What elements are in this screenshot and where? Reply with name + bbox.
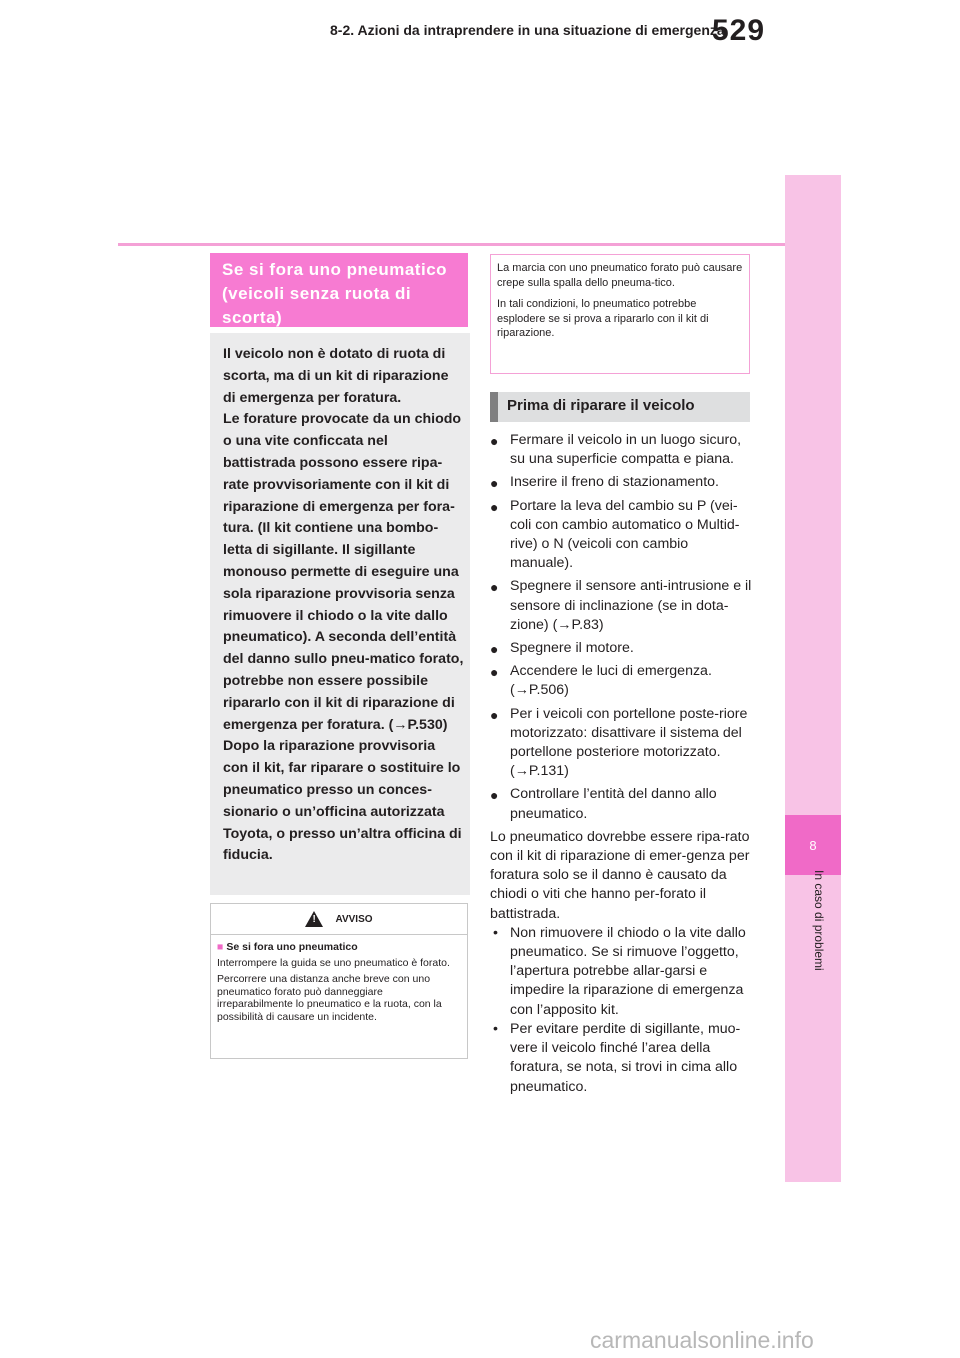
bullet-icon: ● [490, 787, 499, 804]
warning-subheading: ■ Se si fora uno pneumatico [217, 941, 358, 953]
intro-paragraph: Il veicolo non è dotato di ruota di scorta, ma di un kit di riparazione di emergenza per foratura. [223, 346, 449, 406]
side-strip [785, 175, 841, 1182]
bullet-icon: ● [490, 475, 499, 492]
list-item: ● Fermare il veicolo in un luogo sicuro, su una superficie compatta e piana. [490, 432, 742, 468]
square-bullet-icon: ■ [217, 941, 224, 953]
bullet-icon: ● [490, 433, 499, 449]
header-divider [118, 243, 840, 246]
page-number: 529 [712, 14, 766, 47]
intro-paragraph: Le forature provocate da un chiodo o una vite conficcata nel battistrada possono essere ripa-rate provvisoriamente con il kit di riparazione di emergenza per fora-tura. (Il kit contiene una bombo-letta di sigillante. Il sigillante monouso permette di eseguire una sola riparazione provvisoria senza rimuovere il chiodo o la vite dallo pneumatico). A seconda dell’entità del danno sullo pneu-matico forato, potrebbe non essere possibile ripararlo con il kit di riparazione di emergenza per foratura. (→P.530) [223, 411, 464, 733]
caution-box [490, 254, 750, 374]
warning-paragraph: Interrompere la guida se uno pneumatico è forato. [217, 956, 450, 969]
procedure-list [490, 431, 752, 824]
list-item: ● Per i veicoli con portellone poste-riore motorizzato: disattivare il sistema del portellone posteriore motorizzato. (→P.131) [490, 705, 748, 780]
list-item: ● Spegnere il motore. [490, 639, 752, 658]
bullet-icon: ● [490, 641, 499, 658]
caution-paragraph: In tali condizioni, lo pneumatico potrebbe esplodere se si prova a ripararlo con il kit di riparazione. [497, 298, 709, 339]
chapter-number: 8 [809, 837, 817, 853]
watermark: carmanualsonline.info [590, 1327, 814, 1353]
chapter-label: In caso di problemi [812, 870, 826, 971]
list-item: ● Accendere le luci di emergenza. (→P.506) [490, 663, 712, 699]
caution-paragraph: La marcia con uno pneumatico forato può causare crepe sulla spalla dello pneuma-tico. [497, 262, 743, 289]
sub-list [490, 924, 752, 1097]
bullet-icon: ● [490, 579, 499, 596]
intro-paragraph: Dopo la riparazione provvisoria con il kit, far riparare o sostituire lo pneumatico presso un conces-sionario o un’officina autorizzata Toyota, o presso un’altra officina di fiducia. [223, 738, 462, 864]
body-paragraph: Lo pneumatico dovrebbe essere ripa-rato con il kit di riparazione di emer-genza per foratura solo se il danno è causato da chiodi o viti che hanno per-forato il battistrada. [490, 828, 750, 922]
warning-paragraph: Percorrere una distanza anche breve con uno pneumatico forato può danneggiare irreparabilmente lo pneumatico e la ruota, con la possibilità di causare un incidente. [217, 973, 442, 1023]
warning-box [210, 903, 468, 1059]
procedure-content [490, 431, 752, 1097]
list-item: ● Controllare l’entità del danno allo pneumatico. [490, 786, 717, 822]
bullet-icon: ● [490, 664, 499, 681]
bullet-icon: ● [490, 706, 499, 723]
sub-list-item: • Non rimuovere il chiodo o la vite dallo pneumatico. Se si rimuove l’oggetto, l’apertura potrebbe allar-garsi e impedire la riparazione di emergenza con l’apposito kit. [493, 924, 746, 1018]
warning-icon: ! [305, 911, 323, 927]
chapter-tab[interactable] [785, 815, 841, 875]
list-item: ● Portare la leva del cambio su P (vei-coli con cambio automatico o Multid-rive) o N (veicoli con cambio manuale). [490, 497, 740, 572]
section-heading: Se si fora uno pneumatico (veicoli senza ruota di scorta) [210, 253, 468, 327]
warning-title: AVVISO [335, 913, 373, 925]
list-item: ● Inserire il freno di stazionamento. [490, 473, 752, 492]
warning-header [211, 904, 467, 935]
intro-box [210, 333, 470, 895]
bullet-icon: ● [490, 498, 499, 515]
list-item: ● Spegnere il sensore anti-intrusione e il sensore di inclinazione (se in dota-zione) (→P.83) [490, 578, 752, 633]
sub-list-item: • Per evitare perdite di sigillante, muo-vere il veicolo finché l’area della foratura, se nota, si trovi in cima allo pneumatico. [493, 1020, 741, 1095]
subsection-heading: Prima di riparare il veicolo [490, 392, 750, 422]
section-title: 8-2. Azioni da intraprendere in una situazione di emergenza [330, 22, 725, 38]
